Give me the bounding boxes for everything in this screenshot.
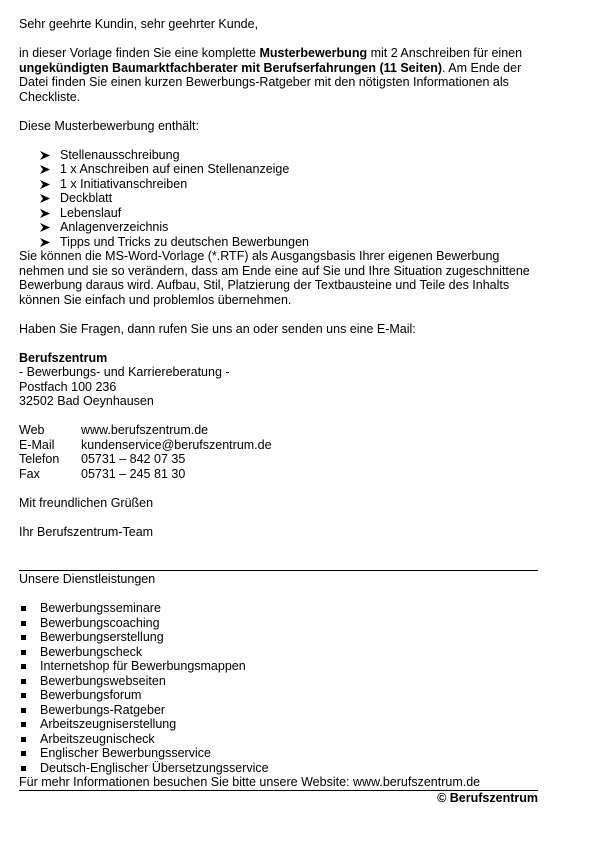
square-bullet-icon	[21, 635, 26, 640]
square-bullet-icon	[21, 737, 26, 742]
signature: Ihr Berufszentrum-Team	[19, 524, 154, 539]
contact-value: www.berufszentrum.de	[81, 423, 209, 437]
intro-text: mit 2 Anschreiben für einen	[367, 46, 523, 60]
service-item	[19, 717, 538, 732]
contact-row-email	[19, 438, 538, 453]
square-bullet-icon	[21, 650, 26, 655]
service-item	[19, 659, 538, 674]
service-item-label: Bewerbungs-Ratgeber	[40, 702, 166, 717]
intro-line	[19, 61, 538, 76]
service-item	[19, 601, 538, 616]
service-item	[19, 616, 538, 631]
intro-text: in dieser Vorlage finden Sie eine komplette	[19, 46, 260, 60]
company-subtitle: - Bewerbungs- und Karriereberatung -	[19, 365, 230, 379]
arrowhead-icon	[40, 209, 50, 218]
checklist-item-label: Lebenslauf	[60, 205, 122, 220]
contact-value: kundenservice@berufszentrum.de	[81, 437, 272, 452]
usage-paragraph	[19, 249, 538, 307]
service-item	[19, 688, 538, 703]
usage-line: Sie können die MS-Word-Vorlage (*.RTF) als Ausgangsbasis Ihrer eigenen Bewerbung	[19, 249, 500, 263]
contents-heading: Diese Musterbewerbung enthält:	[19, 118, 199, 133]
contact-label: E-Mail	[19, 437, 55, 452]
checklist-item	[19, 191, 538, 206]
intro-highlight: ungekündigten Baumarktfachberater mit Berufserfahrungen (11 Seiten)	[19, 60, 443, 75]
more-info-footer: Für mehr Informationen besuchen Sie bitte unsere Website: www.berufszentrum.de	[19, 775, 538, 791]
closing: Mit freundlichen Grüßen	[19, 495, 154, 510]
service-item-label: Bewerbungscheck	[40, 644, 143, 659]
usage-line: nehmen und sie so verändern, dass am Ende eine auf Sie und Ihre Situation zugeschnittene	[19, 263, 530, 278]
intro-paragraph	[19, 46, 538, 104]
service-item	[19, 645, 538, 660]
contact-table	[19, 423, 538, 481]
service-item	[19, 703, 538, 718]
square-bullet-icon	[21, 708, 26, 713]
square-bullet-icon	[21, 679, 26, 684]
intro-line	[19, 46, 538, 61]
service-item-label: Deutsch-Englischer Übersetzungsservice	[40, 760, 269, 775]
checklist-item-label: Tipps und Tricks zu deutschen Bewerbungen	[60, 234, 309, 249]
postal-city: 32502 Bad Oeynhausen	[19, 394, 154, 408]
checklist-item	[19, 235, 538, 250]
checklist-item-label: 1 x Initiativanschreiben	[60, 176, 188, 191]
checklist-item-label: Deckblatt	[60, 191, 113, 205]
checklist-item	[19, 148, 538, 163]
arrowhead-icon	[40, 194, 50, 203]
arrowhead-icon	[40, 151, 50, 160]
document-body	[19, 17, 538, 805]
address-block	[19, 351, 538, 409]
service-item	[19, 761, 538, 776]
contact-label: Telefon	[19, 452, 60, 466]
square-bullet-icon	[21, 693, 26, 698]
square-bullet-icon	[21, 766, 26, 771]
service-item-label: Englischer Bewerbungsservice	[40, 746, 211, 760]
service-item-label: Arbeitszeugnischeck	[40, 731, 155, 746]
company-name: Berufszentrum	[19, 350, 108, 365]
service-item-label: Bewerbungswebseiten	[40, 673, 166, 688]
service-item	[19, 732, 538, 747]
contact-value: 05731 – 842 07 35	[81, 452, 186, 466]
service-item-label: Arbeitszeugniserstellung	[40, 717, 177, 731]
square-bullet-icon	[21, 664, 26, 669]
service-item-label: Bewerbungsforum	[40, 688, 142, 702]
contact-label: Fax	[19, 466, 40, 481]
arrowhead-icon	[40, 223, 50, 232]
square-bullet-icon	[21, 722, 26, 727]
service-item-label: Bewerbungserstellung	[40, 630, 164, 644]
contact-row-fax	[19, 467, 538, 482]
square-bullet-icon	[21, 621, 26, 626]
intro-highlight: Musterbewerbung	[259, 46, 368, 60]
checklist-item	[19, 162, 538, 177]
section-divider	[19, 570, 538, 571]
contact-row-web	[19, 423, 538, 438]
square-bullet-icon	[21, 751, 26, 756]
services-heading: Unsere Dienstleistungen	[19, 572, 156, 586]
contact-prompt: Haben Sie Fragen, dann rufen Sie uns an oder senden uns eine E-Mail:	[19, 321, 416, 336]
intro-line: Datei finden Sie einen kurzen Bewerbungs-Ratgeber mit den nötigsten Informationen als	[19, 75, 509, 89]
checklist-item-label: Stellenausschreibung	[60, 147, 180, 162]
checklist-item-label: Anlagenverzeichnis	[60, 220, 169, 234]
checklist-item-label: 1 x Anschreiben auf einen Stellenanzeige	[60, 162, 290, 176]
checklist-item	[19, 177, 538, 192]
contents-checklist	[19, 148, 538, 250]
copyright: © Berufszentrum	[437, 790, 538, 805]
service-item-label: Bewerbungscoaching	[40, 615, 160, 630]
salutation: Sehr geehrte Kundin, sehr geehrter Kunde,	[19, 17, 259, 31]
intro-line: Checkliste.	[19, 89, 81, 104]
checklist-item	[19, 220, 538, 235]
intro-text: . Am Ende der	[442, 60, 522, 75]
service-item-label: Internetshop für Bewerbungsmappen	[40, 659, 246, 673]
contact-row-phone	[19, 452, 538, 467]
contact-label: Web	[19, 423, 45, 437]
arrowhead-icon	[40, 165, 50, 174]
po-box: Postfach 100 236	[19, 379, 117, 394]
service-item	[19, 746, 538, 761]
usage-line: können Sie einfach und problemlos übernehmen.	[19, 292, 292, 307]
square-bullet-icon	[21, 606, 26, 611]
service-item-label: Bewerbungsseminare	[40, 601, 161, 615]
checklist-item	[19, 206, 538, 221]
arrowhead-icon	[40, 180, 50, 189]
service-item	[19, 630, 538, 645]
arrowhead-icon	[40, 238, 50, 247]
contact-value: 05731 – 245 81 30	[81, 466, 186, 481]
usage-line: Bewerbung daraus wird. Aufbau, Stil, Platzierung der Textbausteine und Teile des Inhalts	[19, 278, 510, 292]
service-item	[19, 674, 538, 689]
services-list	[19, 601, 538, 775]
